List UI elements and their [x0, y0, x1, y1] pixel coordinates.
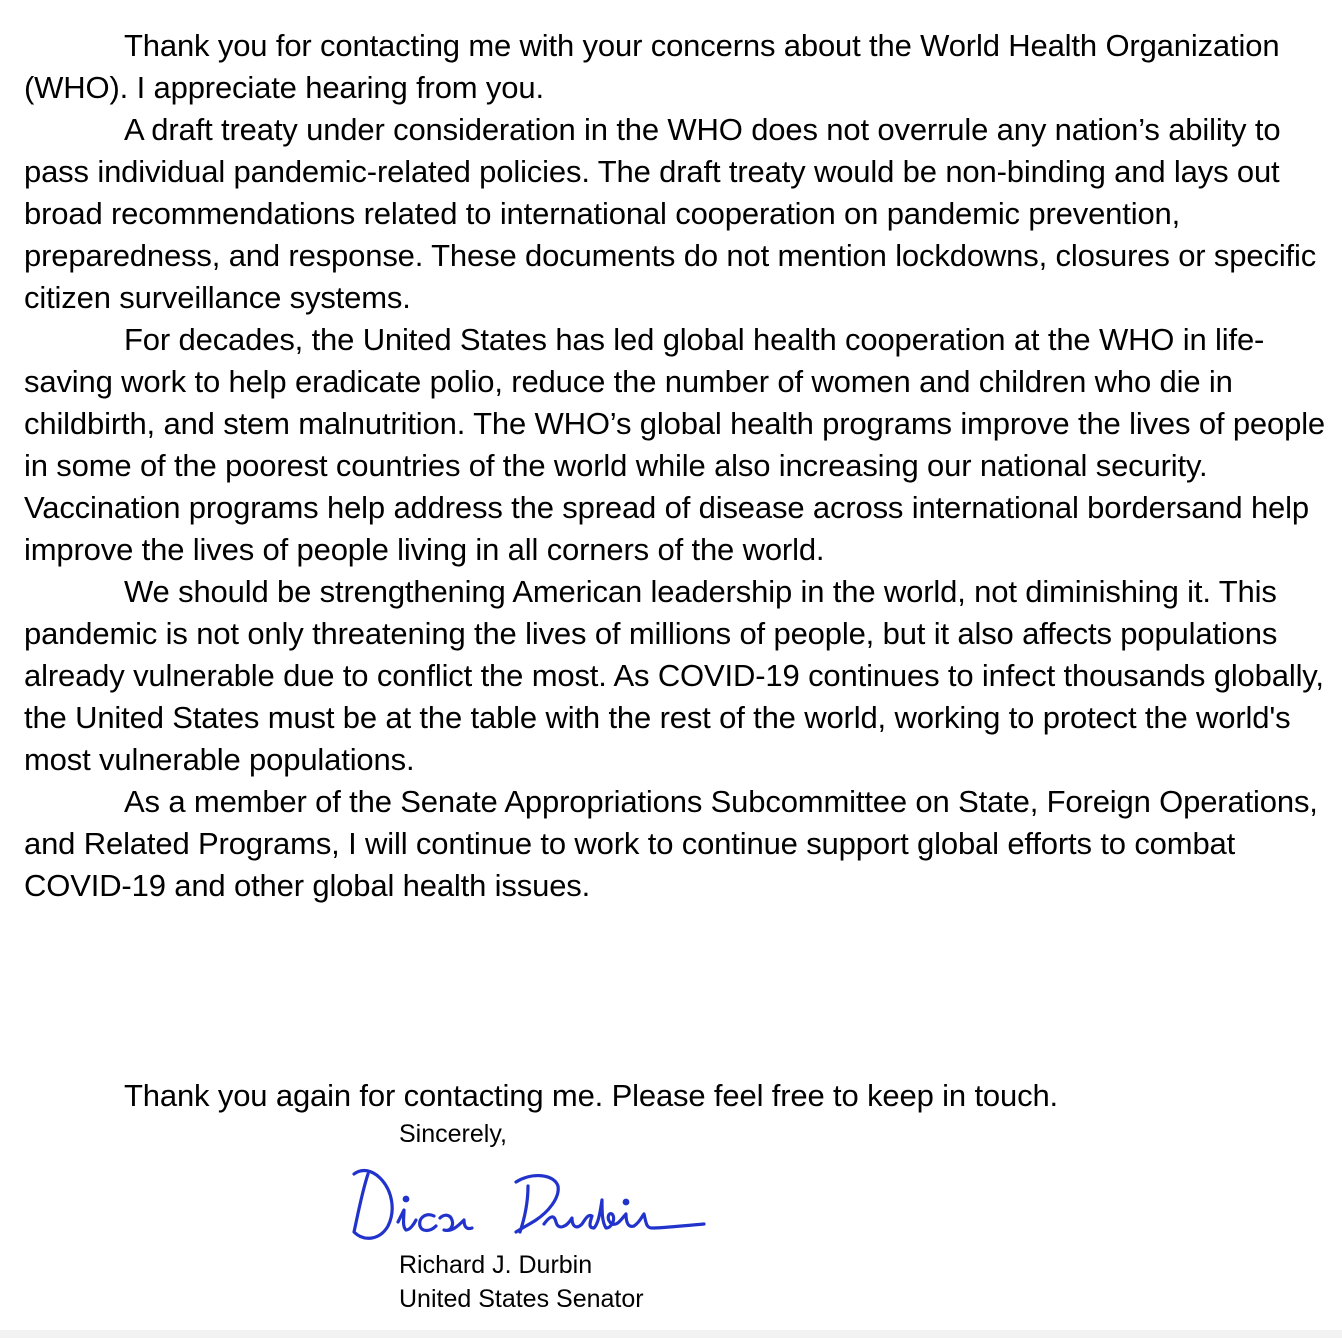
paragraph-draft-treaty: A draft treaty under consideration in the WHO does not overrule any nation’s ability to pass individual pandemic-related policies. The draft treaty would be non-binding and lays out broad recommendations related to international cooperation on pandemic prevention, preparedness, and response. These documents do not mention lockdowns, closures or specific citizen surveillance systems. — [24, 112, 1317, 315]
signer-name: Richard J. Durbin — [399, 1251, 593, 1279]
paragraph-appropriations: As a member of the Senate Appropriations Subcommittee on State, Foreign Operations, and Related Programs, I will continue to work to continue support global efforts to combat COVID-19 and other global health issues. — [24, 784, 1318, 903]
signer-title: United States Senator — [399, 1285, 644, 1313]
handwritten-signature — [340, 1152, 720, 1252]
page-bottom-edge — [0, 1330, 1342, 1338]
paragraph-leadership: We should be strengthening American leadership in the world, not diminishing it. This pandemic is not only threatening the lives of millions of people, but it also affects populations already vulnerable due to conflict the most. As COVID-19 continues to infect thousands globally, the United States must be at the table with the rest of the world, working to protect the world's most vulnerable populations. — [24, 574, 1324, 777]
paragraph-global-health: For decades, the United States has led global health cooperation at the WHO in life-saving work to help eradicate polio, reduce the number of women and children who die in childbirth, and stem malnutrition. The WHO’s global health programs improve the lives of people in some of the poorest countries of the world while also increasing our national security. Vaccination programs help address the spread of disease across international bordersand help improve the lives of people living in all corners of the world. — [24, 322, 1326, 567]
closing-line: Thank you again for contacting me. Please feel free to keep in touch. — [124, 1078, 1058, 1113]
salutation: Sincerely, — [399, 1120, 507, 1148]
letter-body — [24, 25, 1334, 907]
paragraph-thanks: Thank you for contacting me with your concerns about the World Health Organization (WHO). I appreciate hearing from you. — [24, 28, 1280, 105]
